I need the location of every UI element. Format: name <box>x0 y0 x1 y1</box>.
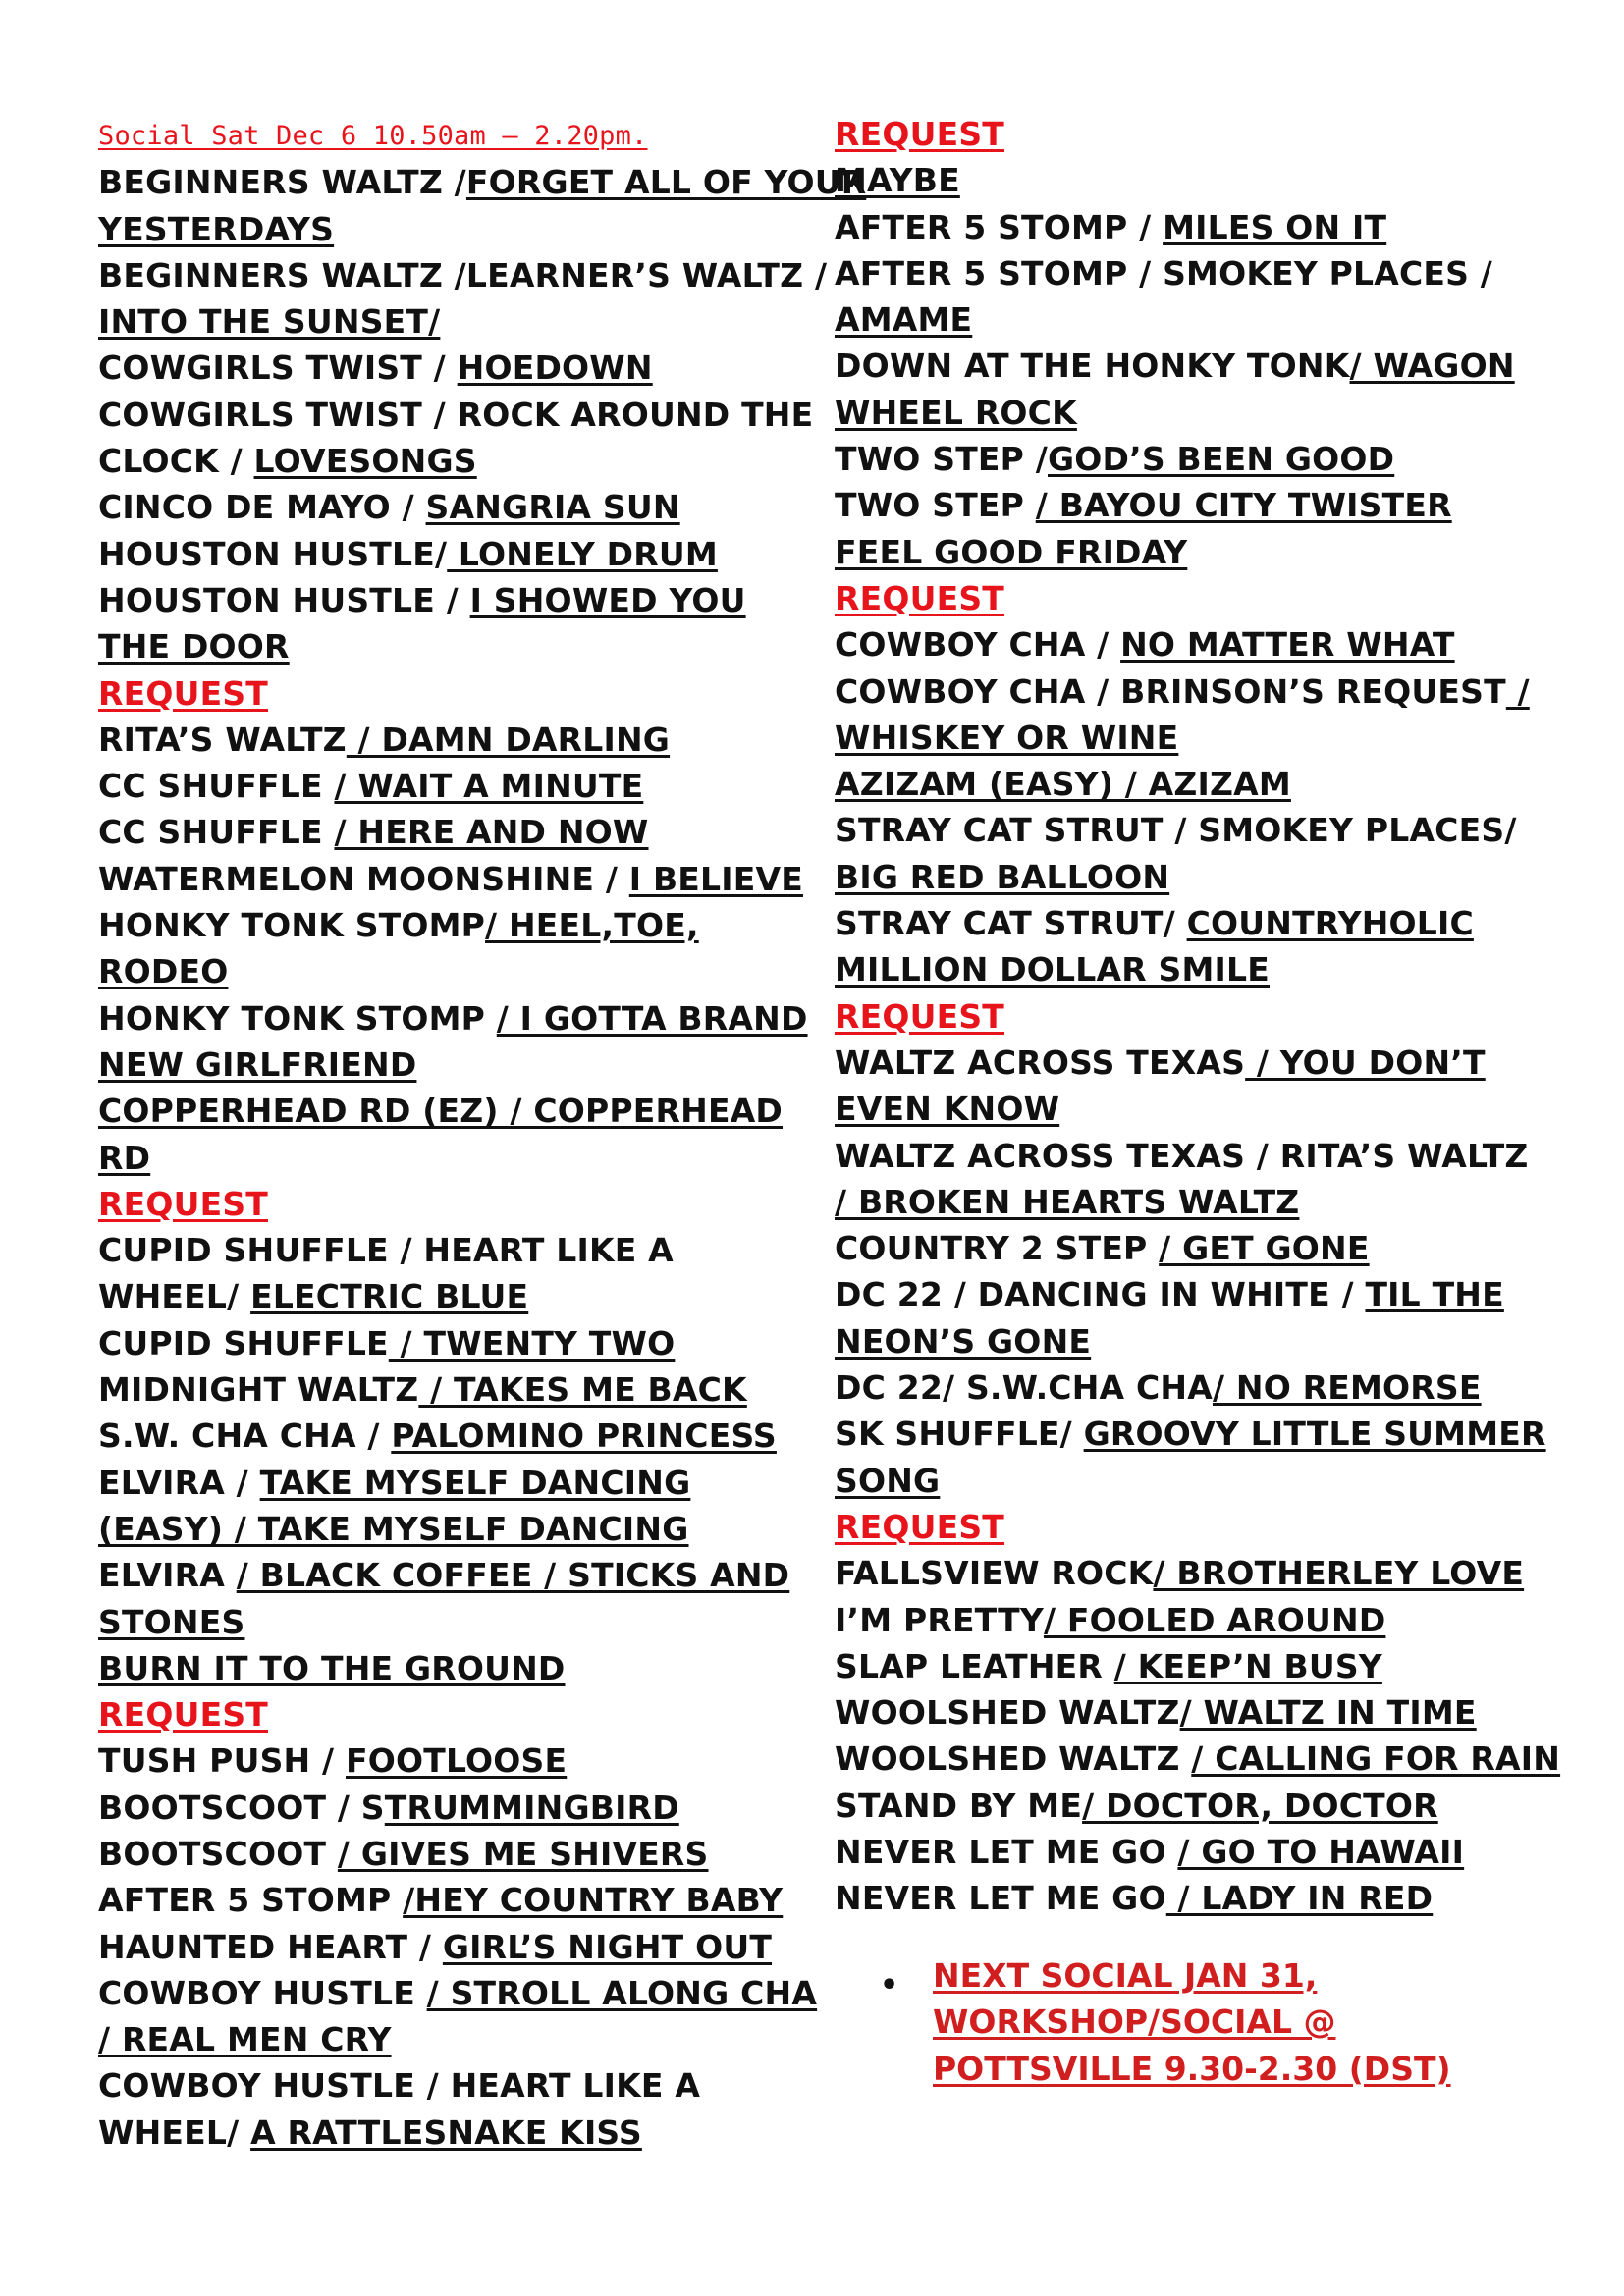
dance-name: AFTER 5 STOMP / SMOKEY PLACES / <box>835 253 1493 293</box>
dance-line <box>835 390 1581 436</box>
dance-name: BOOTSCOOT <box>98 1834 338 1873</box>
dance-line <box>98 484 835 530</box>
song-title: BIG RED BALLOON <box>835 857 1170 896</box>
song-title: / BLACK COFFEE / STICKS AND <box>236 1556 790 1595</box>
dance-line <box>835 1689 1581 1735</box>
dance-name: NEVER LET ME GO <box>835 1832 1178 1871</box>
song-title: / BROKEN HEARTS WALTZ <box>835 1182 1300 1221</box>
dance-line <box>98 531 835 577</box>
dance-line <box>835 1318 1581 1364</box>
right-column <box>835 111 1581 1922</box>
request-heading <box>98 1691 835 1737</box>
dance-line <box>98 298 835 345</box>
dance-line <box>98 577 835 623</box>
song-title: TAKE MYSELF DANCING <box>259 1463 691 1502</box>
dance-name: HONKY TONK STOMP <box>98 906 486 945</box>
dance-line <box>98 1460 835 1506</box>
next-social-line: NEXT SOCIAL JAN 31, <box>933 1956 1318 1995</box>
song-title: PALOMINO PRINCESS <box>391 1416 777 1456</box>
song-title: NO MATTER WHAT <box>1120 625 1455 665</box>
dance-line <box>98 856 835 902</box>
dance-line <box>98 1599 835 1645</box>
dance-line <box>835 296 1581 343</box>
dance-name: AFTER 5 STOMP <box>98 1881 404 1920</box>
song-title: / CALLING FOR RAIN <box>1191 1739 1561 1779</box>
dance-line <box>98 2062 835 2109</box>
dance-name: FALLSVIEW ROCK <box>835 1554 1154 1593</box>
dance-line <box>835 1829 1581 1875</box>
song-title: SANGRIA SUN <box>425 488 680 527</box>
dance-line <box>98 1877 835 1923</box>
dance-line <box>98 438 835 484</box>
dance-line <box>835 1086 1581 1132</box>
song-title: COPPERHEAD RD (EZ) / COPPERHEAD <box>98 1092 784 1131</box>
song-title: / LADY IN RED <box>1165 1879 1434 1918</box>
dance-name: CC SHUFFLE <box>98 813 335 852</box>
song-title: AZIZAM (EASY) / AZIZAM <box>835 765 1291 804</box>
dance-line <box>835 1040 1581 1086</box>
dance-line <box>98 1645 835 1691</box>
dance-line <box>98 1970 835 2016</box>
dance-name: DC 22 / DANCING IN WHITE / <box>835 1275 1366 1314</box>
dance-line <box>98 1366 835 1413</box>
song-title: GIRL’S NIGHT OUT <box>442 1927 773 1966</box>
dance-name: BOOTSCOOT / S <box>98 1788 385 1827</box>
next-social-line: WORKSHOP/SOCIAL @ <box>933 2002 1336 2042</box>
song-title: AMAME <box>835 300 973 340</box>
dance-name: COWGIRLS TWIST / ROCK AROUND THE <box>98 395 814 434</box>
request-heading <box>835 575 1581 621</box>
dance-line <box>98 1413 835 1459</box>
dance-line <box>98 206 835 252</box>
song-title: ROOVY LITTLE SUMMER <box>1110 1415 1546 1454</box>
dance-line <box>98 1785 835 1831</box>
dance-name: NEVER LET ME GO <box>835 1879 1166 1918</box>
dance-line <box>835 250 1581 296</box>
dance-name: CUPID SHUFFLE / HEART LIKE A <box>98 1231 674 1270</box>
song-title: TRUMMINGBIRD <box>384 1788 679 1827</box>
dance-name: AFTER 5 STOMP / <box>835 207 1164 246</box>
dance-name: BEGINNERS WALTZ / <box>98 163 466 202</box>
song-title: / DAMN DARLING <box>346 720 671 759</box>
song-title: / BROTHERLEY LOVE <box>1153 1554 1525 1593</box>
dance-line <box>835 1550 1581 1596</box>
dance-name: CINCO DE MAYO / <box>98 488 426 527</box>
song-title: MAYBE <box>835 161 960 200</box>
dance-name: CUPID SHUFFLE <box>98 1323 389 1362</box>
request-heading <box>835 111 1581 157</box>
next-social-line: POTTSVILLE 9.30-2.30 (DST) <box>933 2049 1451 2088</box>
dance-line <box>835 1411 1581 1457</box>
song-title: / HERE AND NOW <box>334 813 649 852</box>
dance-name: SLAP LEATHER <box>835 1646 1114 1685</box>
dance-name: ELVIRA <box>98 1556 237 1595</box>
song-title: (EASY) / TAKE MYSELF DANCING <box>98 1509 689 1548</box>
dance-line <box>98 1506 835 1552</box>
header-text: Social Sat Dec 6 10.50am – 2.20pm. <box>98 121 648 151</box>
dance-name: DOWN AT THE HONKY TONK <box>835 347 1350 386</box>
dance-name: WOOLSHED WALTZ <box>835 1693 1180 1733</box>
dance-name: BEGINNERS WALTZ /LEARNER’S WALTZ / <box>98 255 828 294</box>
song-title: FOOTLOOSE <box>345 1741 568 1781</box>
dance-line <box>98 1041 835 1088</box>
request-heading <box>835 993 1581 1040</box>
dance-name: RITA’S WALTZ <box>98 720 347 759</box>
song-title: STONES <box>98 1602 245 1641</box>
dance-name: WALTZ ACROSS TEXAS / RITA’S WALTZ <box>835 1136 1529 1175</box>
bullet-icon: • <box>880 1968 899 2002</box>
dance-line <box>98 902 835 948</box>
dance-name: S.W. CHA CHA / <box>98 1416 392 1456</box>
dance-name: TWO STEP / <box>835 440 1048 479</box>
song-title: EVEN KNOW <box>835 1090 1060 1129</box>
dance-line <box>98 1737 835 1784</box>
dance-line <box>98 763 835 809</box>
song-title: / <box>1505 671 1530 711</box>
song-title: / FOOLED AROUND <box>1043 1600 1386 1639</box>
dance-name: COWBOY CHA / <box>835 625 1121 665</box>
song-title: / WAIT A MINUTE <box>334 767 644 806</box>
song-title: / NO REMORSE <box>1212 1368 1482 1408</box>
dance-line <box>835 1133 1581 1179</box>
song-title: BURN IT TO THE GROUND <box>98 1648 566 1687</box>
dance-line <box>835 1458 1581 1504</box>
request-label: REQUEST <box>835 578 1005 617</box>
song-title: LONELY DRUM <box>447 534 718 573</box>
song-title: NEON’S GONE <box>835 1321 1092 1361</box>
dance-line <box>835 436 1581 482</box>
song-title: YESTERDAYS <box>98 209 335 248</box>
dance-line <box>835 482 1581 528</box>
song-title: WHISKEY OR WINE <box>835 718 1179 757</box>
dance-line <box>98 1831 835 1877</box>
dance-name: DC 22/ S.W.CHA CHA <box>835 1368 1213 1408</box>
dance-line <box>835 1735 1581 1782</box>
song-title: RODEO <box>98 952 229 991</box>
request-label: REQUEST <box>835 996 1005 1036</box>
song-title: TIL THE <box>1365 1275 1504 1314</box>
dance-line <box>98 623 835 669</box>
request-label: REQUEST <box>98 673 269 713</box>
song-title: / KEEP’N BUSY <box>1113 1646 1382 1685</box>
dance-line <box>835 529 1581 575</box>
song-title: FEEL GOOD FRIDAY <box>835 532 1188 571</box>
dance-name: TWO STEP <box>835 486 1036 525</box>
request-label: REQUEST <box>98 1695 269 1735</box>
song-title: ELECTRIC BLUE <box>250 1277 529 1316</box>
dance-line <box>835 157 1581 203</box>
dance-name: WHEEL/ <box>98 2112 251 2152</box>
song-title: GOD’S BEEN GOOD <box>1048 440 1395 479</box>
dance-line <box>98 1924 835 1970</box>
song-title: I BELIEVE <box>628 859 803 898</box>
left-column <box>98 110 867 2156</box>
song-title: HOEDOWN <box>457 348 653 388</box>
dance-line <box>835 854 1581 900</box>
dance-line <box>98 1320 835 1366</box>
dance-line <box>835 343 1581 389</box>
dance-name: STRAY CAT STRUT/ <box>835 904 1187 943</box>
dance-line <box>98 2016 835 2062</box>
song-title: / REAL MEN CRY <box>98 2020 392 2059</box>
song-title: / TAKES ME BACK <box>418 1370 747 1410</box>
dance-line <box>98 809 835 855</box>
song-title: / I GOTTA BRAND <box>496 998 808 1038</box>
dance-name: MIDNIGHT WALTZ <box>98 1370 419 1410</box>
dance-line <box>98 717 835 763</box>
dance-name: WHEEL/ <box>98 1277 251 1316</box>
song-title: I SHOWED YOU <box>469 580 746 619</box>
dance-name: COWBOY HUSTLE / HEART LIKE A <box>98 2066 701 2106</box>
song-title: /HEY COUNTRY BABY <box>403 1881 784 1920</box>
dance-line <box>98 948 835 994</box>
dance-name: STAND BY ME <box>835 1786 1083 1825</box>
request-heading <box>98 670 835 717</box>
song-title: / WAGON <box>1349 347 1515 386</box>
dance-line <box>98 159 867 205</box>
request-label: REQUEST <box>835 1507 1005 1546</box>
dance-name: TUSH PUSH / <box>98 1741 346 1781</box>
dance-name: WATERMELON MOONSHINE / <box>98 859 629 898</box>
dance-line <box>835 204 1581 250</box>
dance-line <box>98 1273 835 1319</box>
dance-name: WOOLSHED WALTZ <box>835 1739 1192 1779</box>
dance-line <box>835 1597 1581 1643</box>
song-title: COUNTRYHOLIC <box>1186 904 1474 943</box>
dance-line <box>98 995 835 1041</box>
dance-line <box>98 1135 835 1181</box>
next-social-text <box>933 1952 1451 2092</box>
dance-name: HOUSTON HUSTLE/ <box>98 534 448 573</box>
dance-line <box>835 1271 1581 1317</box>
dance-line <box>98 1552 835 1598</box>
social-date-header <box>98 110 835 159</box>
song-title: / DOCTOR, DOCTOR <box>1082 1786 1438 1825</box>
dance-name: HAUNTED HEART / <box>98 1927 443 1966</box>
request-label: REQUEST <box>98 1184 269 1223</box>
dance-name: COWGIRLS TWIST / <box>98 348 458 388</box>
request-heading <box>835 1504 1581 1550</box>
song-title: A RATTLESNAKE KISS <box>250 2112 642 2152</box>
song-title: RD <box>98 1138 151 1177</box>
dance-name: STRAY CAT STRUT / SMOKEY PLACES/ <box>835 811 1517 850</box>
dance-line <box>835 1783 1581 1829</box>
dance-name: CLOCK / <box>98 442 254 481</box>
song-title: / HEEL,TOE, <box>485 906 699 945</box>
dance-name: HONKY TONK STOMP <box>98 998 497 1038</box>
song-title: / GET GONE <box>1159 1229 1370 1268</box>
song-title: SONG <box>835 1461 941 1500</box>
song-title: / STROLL ALONG CHA <box>426 1973 818 2012</box>
song-title: / BAYOU CITY TWISTER <box>1035 486 1452 525</box>
dance-line <box>98 2109 835 2156</box>
dance-line <box>98 1088 835 1134</box>
dance-line <box>98 252 835 298</box>
dance-line <box>98 392 835 438</box>
song-title: LOVESONGS <box>253 442 477 481</box>
dance-name: CC SHUFFLE <box>98 767 335 806</box>
song-title: FORGET ALL OF YOUR <box>465 163 867 202</box>
song-title: / YOU DON’T <box>1245 1042 1486 1082</box>
song-title: MILES ON IT <box>1163 207 1387 246</box>
dance-line <box>98 345 835 391</box>
dance-line <box>835 1875 1581 1921</box>
dance-line <box>835 946 1581 992</box>
dance-line <box>835 1364 1581 1411</box>
song-title: / GO TO HAWAII <box>1177 1832 1465 1871</box>
dance-line <box>835 900 1581 946</box>
dance-line <box>835 715 1581 761</box>
song-title: MILLION DOLLAR SMILE <box>835 950 1271 989</box>
dance-line <box>835 1179 1581 1225</box>
dance-line <box>835 668 1581 715</box>
dance-name: SK SHUFFLE/ <box>835 1415 1084 1454</box>
song-title: INTO THE SUNSET/ <box>98 302 441 342</box>
dance-name: COWBOY HUSTLE <box>98 1973 427 2012</box>
dance-name: WALTZ ACROSS TEXAS <box>835 1042 1246 1082</box>
dance-line <box>98 1227 835 1273</box>
song-title: / TWENTY TWO <box>388 1323 676 1362</box>
dance-line <box>835 621 1581 667</box>
request-heading <box>98 1181 835 1227</box>
song-title: G <box>1083 1415 1110 1454</box>
dance-name: COUNTRY 2 STEP <box>835 1229 1160 1268</box>
song-title: WHEEL ROCK <box>835 393 1077 432</box>
dance-line <box>835 1225 1581 1271</box>
dance-name: ELVIRA / <box>98 1463 260 1502</box>
dance-name: COWBOY CHA / BRINSON’S REQUEST <box>835 671 1506 711</box>
song-title: / WALTZ IN TIME <box>1179 1693 1477 1733</box>
song-title: / GIVES ME SHIVERS <box>337 1834 709 1873</box>
dance-line <box>835 1643 1581 1689</box>
dance-name: I’M PRETTY <box>835 1600 1044 1639</box>
song-title: NEW GIRLFRIEND <box>98 1044 417 1084</box>
request-label: REQUEST <box>835 115 1005 153</box>
dance-line <box>835 761 1581 807</box>
dance-line <box>835 807 1581 853</box>
dance-name: HOUSTON HUSTLE / <box>98 580 470 619</box>
song-title: THE DOOR <box>98 627 290 667</box>
